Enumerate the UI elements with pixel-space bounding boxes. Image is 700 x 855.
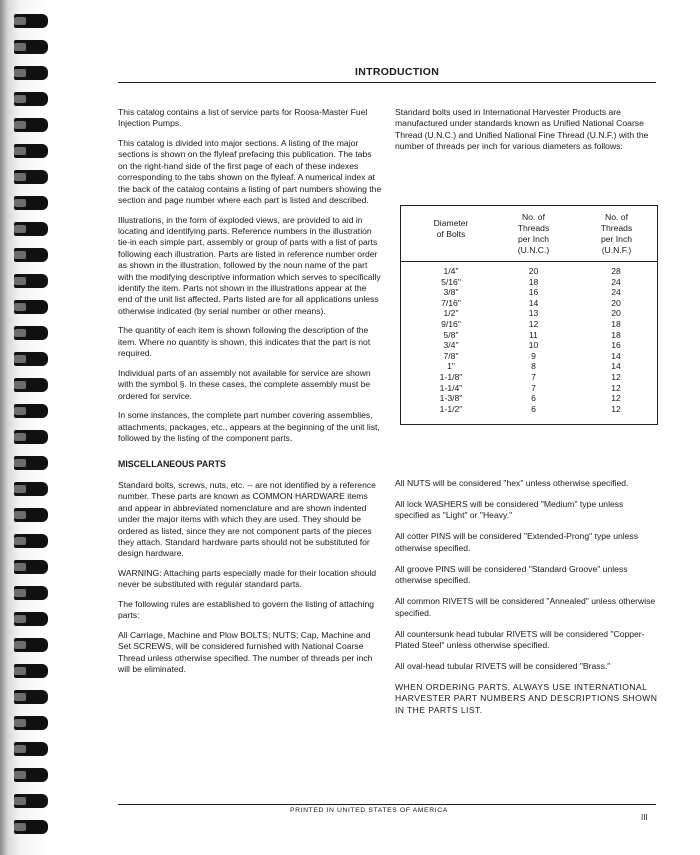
- table-cell: 16: [528, 287, 539, 298]
- table-cell: 24: [611, 287, 621, 298]
- table-cell: 1-3/8": [439, 393, 463, 404]
- rule-note: All lock WASHERS will be considered "Medium" type unless specified as "Light" or "Heavy.": [395, 499, 624, 521]
- footer-text: PRINTED IN UNITED STATES OF AMERICA: [290, 807, 448, 814]
- table-cell: 12: [611, 382, 621, 393]
- rule-note: All countersunk head tubular RIVETS will be considered "Copper-Plated Steel" unless otherwise specified.: [395, 628, 645, 651]
- right-column: [395, 107, 659, 161]
- header-unc: [501, 212, 566, 256]
- table-row: [401, 287, 657, 298]
- table-cell: 5/8": [443, 329, 459, 340]
- header-line: No. of Threads per Inch (U.N.C.): [517, 212, 550, 255]
- table-cell: 16: [611, 340, 621, 351]
- table-row: [401, 319, 657, 330]
- table-cell: 1-1/8": [439, 371, 463, 382]
- table-cell: 14: [611, 350, 621, 361]
- table-cell: 1/2": [443, 308, 459, 319]
- header-diameter: [411, 218, 491, 240]
- table-row: [401, 298, 657, 309]
- header-line: No. of Threads per Inch (U.N.F.): [600, 212, 633, 255]
- header-line: Diameter of Bolts: [433, 218, 469, 239]
- paragraph: Standard bolts used in International Harvester Products are manufactured under standards known as Unified National Coarse Thread (U.N.C.) and Unified National Fine Thread (U.N.F.) with the number of threads per inch for various diameters as follows:: [395, 107, 649, 152]
- page-number: III: [641, 813, 648, 822]
- table-cell: 18: [611, 329, 621, 340]
- table-cell: 18: [611, 318, 621, 329]
- table-header: [401, 206, 657, 262]
- paragraph: Illustrations, in the form of exploded views, are provided to aid in locating and identifying parts. Reference numbers in the illustration tie-in each simple part, assembly or group of parts with a list of parts following each illustration. Parts are listed in reference number order as shown in the illustration, followed by the noun name of the part with the modifying descriptive information which serves to specifically identify the item. Parts not shown in the illustrations appear at the end of the unit list affected. Parts listed are for all applications unless otherwise indicated (by serial number or other means).: [118, 214, 381, 316]
- table-cell: 12: [611, 403, 621, 414]
- table-row: [401, 361, 657, 372]
- table-row: [401, 340, 657, 351]
- section-heading: MISCELLANEOUS PARTS: [118, 458, 226, 469]
- table-cell: 3/8": [443, 287, 459, 298]
- table-cell: 20: [528, 266, 539, 276]
- rule-note: All groove PINS will be considered "Standard Groove" unless otherwise specified.: [395, 563, 628, 586]
- paragraph: WARNING: Attaching parts especially made for their location should never be substituted with regular standard parts.: [118, 567, 377, 590]
- table-row: [401, 372, 657, 383]
- table-cell: 1-1/2": [439, 403, 463, 414]
- footer-divider: [118, 804, 656, 805]
- rule-note: All cotter PINS will be considered "Extended-Prong" type unless otherwise specified.: [395, 531, 639, 553]
- table-cell: 1/4": [443, 266, 459, 276]
- table-cell: 20: [611, 308, 621, 319]
- table-cell: 12: [528, 318, 539, 329]
- paragraph: Standard bolts, screws, nuts, etc. -- are not identified by a reference number. These parts are known as COMMON HARDWARE items and appear in abbreviated nomenclature and are shown indented under the major items with which they are used. They should be ordered as listed, since they are not component parts of the pieces they attach. Standard hardware parts should not be substituted for design hardware.: [118, 479, 376, 559]
- table-cell: 8: [531, 361, 536, 372]
- table-cell: 5/16": [441, 276, 461, 287]
- left-column: [118, 107, 383, 684]
- table-cell: 12: [611, 371, 621, 382]
- table-cell: 7/8": [443, 350, 459, 361]
- table-row: [401, 383, 657, 394]
- table-row: [401, 404, 657, 415]
- table-cell: 3/4": [443, 340, 459, 351]
- attaching-rules: [395, 478, 659, 726]
- table-cell: 6: [531, 393, 536, 404]
- table-body: [401, 266, 657, 414]
- table-row: [401, 351, 657, 362]
- paragraph: Individual parts of an assembly not available for service are shown with the symbol §. In these cases, the complete assembly must be ordered for service.: [118, 367, 371, 401]
- table-row: [401, 330, 657, 341]
- title-divider: [118, 82, 656, 83]
- page-title: INTRODUCTION: [355, 66, 440, 78]
- table-cell: 14: [611, 361, 621, 372]
- paragraph: This catalog contains a list of service parts for Roosa-Master Fuel Injection Pumps.: [118, 107, 368, 129]
- table-cell: 9/16": [441, 318, 461, 329]
- table-cell: 9: [531, 350, 536, 361]
- table-cell: 10: [528, 340, 539, 351]
- table-cell: 18: [528, 276, 539, 287]
- table-cell: 7: [531, 371, 536, 382]
- paragraph: All Carriage, Machine and Plow BOLTS; NUTS; Cap, Machine and Set SCREWS, will be considered furnished with National Coarse Thread unless otherwise specified. The number of threads per inch will be eliminated.: [118, 629, 373, 675]
- table-cell: 7/16": [441, 297, 461, 308]
- table-cell: 12: [611, 393, 621, 404]
- table-row: [401, 277, 657, 288]
- table-cell: 7: [531, 382, 536, 393]
- table-cell: 11: [529, 329, 538, 340]
- table-cell: 20: [611, 297, 621, 308]
- header-unf: [584, 212, 649, 256]
- table-cell: 1-1/4": [439, 382, 463, 393]
- rule-note: All NUTS will be considered "hex" unless otherwise specified.: [395, 478, 629, 488]
- paragraph: In some instances, the complete part number covering assemblies, attachments, packages, etc., appears at the beginning of the unit list, followed by the listing of the component parts.: [118, 410, 380, 444]
- thread-table: [400, 205, 658, 425]
- table-row: [401, 308, 657, 319]
- rule-note: All common RIVETS will be considered "Annealed" unless otherwise specified.: [395, 596, 656, 618]
- table-cell: 28: [611, 266, 621, 276]
- rule-note: All oval-head tubular RIVETS will be considered "Brass.": [395, 661, 611, 672]
- ordering-note: WHEN ORDERING PARTS, ALWAYS USE INTERNATIONAL HARVESTER PART NUMBERS AND DESCRIPTIONS SHOWN IN THE PARTS LIST.: [395, 682, 658, 715]
- table-row: [401, 393, 657, 404]
- table-cell: 24: [611, 276, 621, 287]
- table-row: [401, 266, 657, 277]
- table-cell: 14: [528, 297, 539, 308]
- table-cell: 1": [447, 361, 455, 372]
- paragraph: The quantity of each item is shown following the description of the item. Where no quantity is shown, this indicates that the part is not required.: [118, 325, 371, 359]
- paragraph: The following rules are established to govern the listing of attaching parts:: [118, 598, 375, 621]
- table-cell: 13: [528, 308, 539, 319]
- paragraph: This catalog is divided into major sections. A listing of the major sections is shown on the flyleaf prefacing this publication. The tabs on the right-hand side of the first page of each of these indexes corresponding to the tabs shown on the flyleaf. A numerical index at the back of the catalog contains a listing of part numbers showing the section and page number where each part is listed and described.: [118, 138, 382, 206]
- table-cell: 6: [531, 403, 536, 414]
